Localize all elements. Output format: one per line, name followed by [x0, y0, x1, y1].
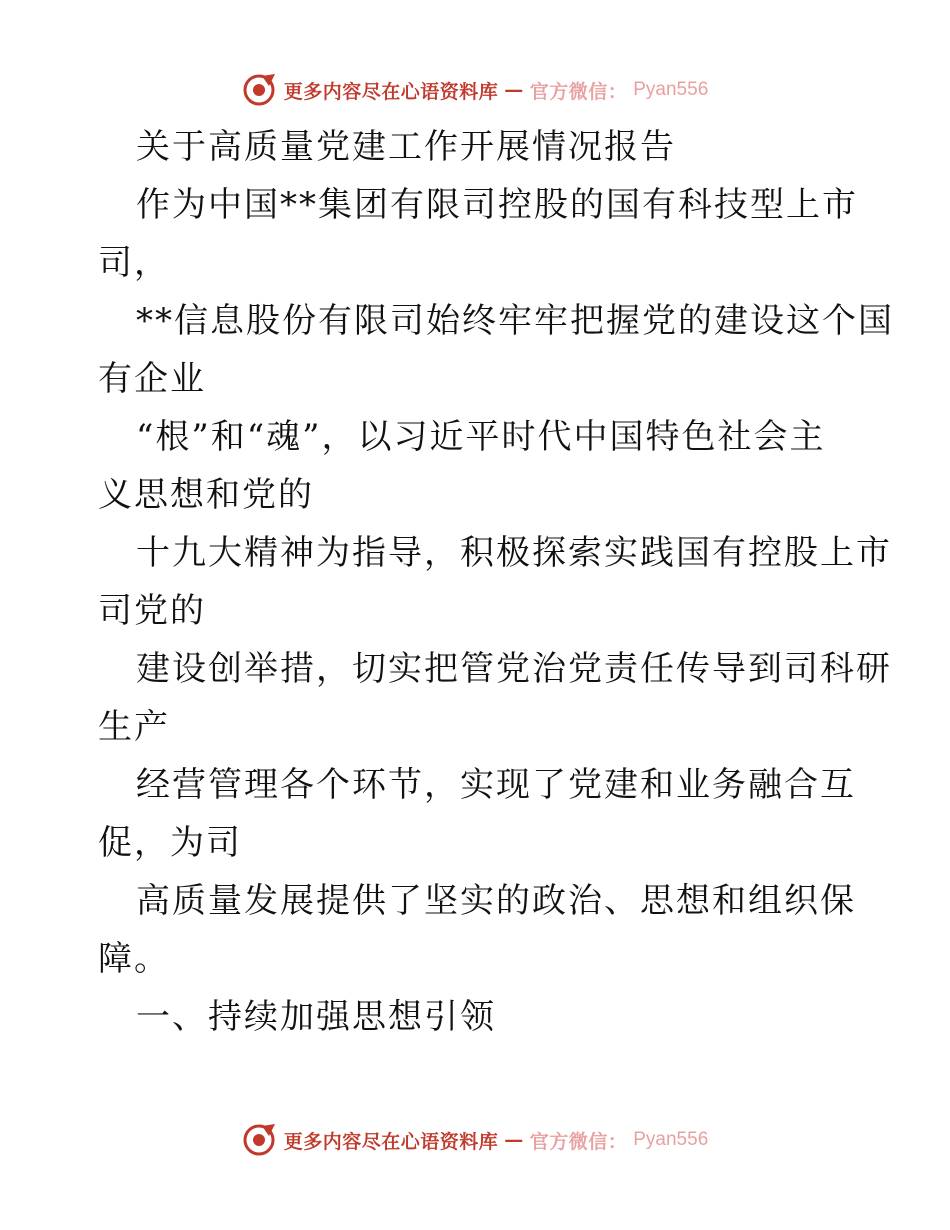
- paragraph-line-2: 司，: [98, 243, 170, 283]
- paragraph-line-4: 有企业: [98, 359, 206, 399]
- pen-logo-icon: [242, 1122, 278, 1158]
- header-banner: [0, 70, 950, 110]
- header-separator: —: [504, 79, 524, 101]
- section-heading: 一、持续加强思想引领: [136, 997, 496, 1037]
- footer-brand-text: 更多内容尽在心语资料库: [283, 1130, 499, 1153]
- paragraph-line-7: 十九大精神为指导，积极探索实践国有控股上市: [136, 533, 892, 573]
- paragraph-line-8: 司党的: [98, 591, 206, 631]
- paragraph-line-10: 生产: [98, 707, 170, 747]
- paragraph-line-13: 高质量发展提供了坚实的政治、思想和组织保: [136, 881, 856, 921]
- footer-wechat-id: Pyan556: [633, 1129, 709, 1150]
- document-body: [98, 118, 894, 1046]
- document-title: 关于高质量党建工作开展情况报告: [136, 127, 676, 167]
- footer-official-text: 官方微信：: [529, 1130, 628, 1153]
- header-official-text: 官方微信：: [529, 80, 628, 103]
- footer-separator: —: [504, 1129, 524, 1151]
- paragraph-line-5: “根”和“魂”，以习近平时代中国特色社会主: [136, 417, 826, 457]
- paragraph-line-11: 经营管理各个环节，实现了党建和业务融合互: [136, 765, 856, 805]
- pen-logo-icon: [242, 72, 278, 108]
- paragraph-line-14: 障。: [98, 939, 170, 979]
- paragraph-line-9: 建设创举措，切实把管党治党责任传导到司科研: [136, 649, 892, 689]
- paragraph-line-3: **信息股份有限司始终牢牢把握党的建设这个国: [136, 301, 894, 341]
- footer-banner: [0, 1120, 950, 1160]
- header-wechat-id: Pyan556: [633, 79, 709, 100]
- paragraph-line-6: 义思想和党的: [98, 475, 314, 515]
- paragraph-line-1: 作为中国**集团有限司控股的国有科技型上市: [136, 185, 858, 225]
- header-brand-text: 更多内容尽在心语资料库: [283, 80, 499, 103]
- paragraph-line-12: 促，为司: [98, 823, 242, 863]
